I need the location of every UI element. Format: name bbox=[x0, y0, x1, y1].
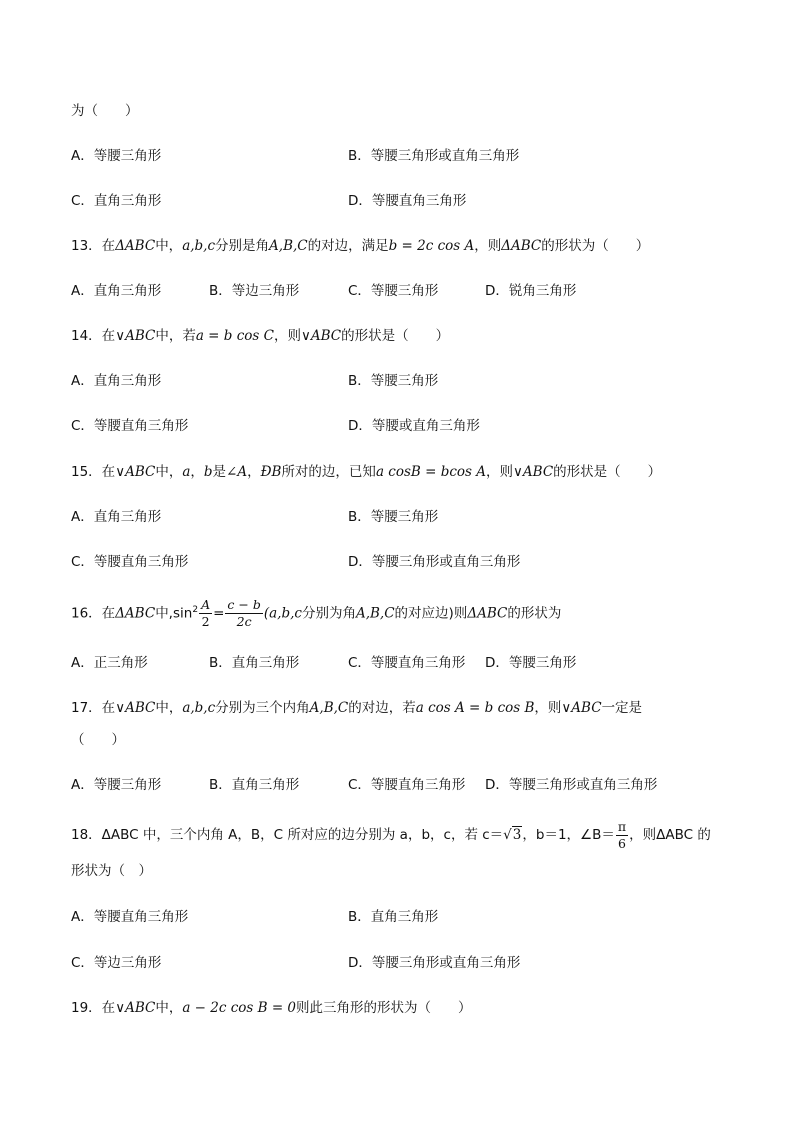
q13-option-d: D．锐角三角形 bbox=[485, 283, 577, 299]
q12-option-b: B．等腰三角形或直角三角形 bbox=[348, 148, 520, 164]
question-13: 13．在ΔABC中，a,b,c分别是角A,B,C的对边，满足b = 2c cos A，则ΔABC的形状为（ ） bbox=[71, 238, 650, 254]
question-19: 19．在∨ABC中，a − 2c cos B = 0则此三角形的形状为（ ） bbox=[71, 1000, 472, 1016]
fraction-c-minus-b-over-2c: $\frac{c - b}{2c}$ bbox=[227, 597, 261, 629]
fraction-pi-over-6: $\frac{\pi}{6}$ bbox=[617, 818, 627, 851]
fraction-a-over-2: $\frac{A}{2}$ bbox=[201, 597, 211, 629]
q17-option-d: D．等腰三角形或直角三角形 bbox=[485, 777, 658, 793]
q18-option-d: D．等腰三角形或直角三角形 bbox=[348, 955, 521, 971]
q16-option-d: D．等腰三角形 bbox=[485, 655, 577, 671]
q17-option-c: C．等腰直角三角形 bbox=[348, 777, 466, 793]
q14-option-a: A．直角三角形 bbox=[71, 373, 162, 389]
q14-option-c: C．等腰直角三角形 bbox=[71, 418, 189, 434]
question-12-tail: 为（ ） bbox=[71, 103, 139, 119]
q17-option-a: A．等腰三角形 bbox=[71, 777, 162, 793]
question-14: 14．在∨ABC中，若a = b cos C，则∨ABC的形状是（ ） bbox=[71, 328, 450, 344]
q17-option-b: B．直角三角形 bbox=[209, 777, 300, 793]
sqrt-3: √3 bbox=[503, 827, 522, 843]
q18-option-c: C．等边三角形 bbox=[71, 955, 162, 971]
q12-option-c: C．直角三角形 bbox=[71, 193, 162, 209]
q16-option-b: B．直角三角形 bbox=[209, 655, 300, 671]
q18-option-b: B．直角三角形 bbox=[348, 909, 439, 925]
q14-option-d: D．等腰或直角三角形 bbox=[348, 418, 480, 434]
question-18-line2: 形状为（ ） bbox=[71, 863, 152, 879]
question-18: 18．ΔABC 中，三个内角 A，B，C 所对应的边分别为 a，b，c，若 c＝√3，b＝1，∠B＝ $\frac{\pi}{6}$ ，则ΔABC 的 bbox=[71, 818, 711, 851]
q12-option-d: D．等腰直角三角形 bbox=[348, 193, 467, 209]
question-17: 17．在∨ABC中，a,b,c分别为三个内角A,B,C的对边，若a cos A = b cos B，则∨ABC一定是 bbox=[71, 700, 643, 716]
q16-option-a: A．正三角形 bbox=[71, 655, 148, 671]
q15-option-d: D．等腰三角形或直角三角形 bbox=[348, 554, 521, 570]
q13-option-b: B．等边三角形 bbox=[209, 283, 300, 299]
q15-option-b: B．等腰三角形 bbox=[348, 509, 439, 525]
q16-option-c: C．等腰直角三角形 bbox=[348, 655, 466, 671]
q18-option-a: A．等腰直角三角形 bbox=[71, 909, 189, 925]
q15-option-a: A．直角三角形 bbox=[71, 509, 162, 525]
q14-option-b: B．等腰三角形 bbox=[348, 373, 439, 389]
question-17-paren: （ ） bbox=[71, 732, 125, 748]
q13-option-c: C．等腰三角形 bbox=[348, 283, 439, 299]
q15-option-c: C．等腰直角三角形 bbox=[71, 554, 189, 570]
question-16: 16．在ΔABC中$,\sin^2$ $\frac{A}{2}$ = $\frac{c - b}{2c}$ (a,b,c分别为角A,B,C的对应边)则ΔABC的形状为 bbox=[71, 597, 562, 629]
q12-option-a: A．等腰三角形 bbox=[71, 148, 162, 164]
q13-option-a: A．直角三角形 bbox=[71, 283, 162, 299]
question-15: 15．在∨ABC中，a，b是∠A，ÐB所对的边，已知a cosB = bcos A，则∨ABC的形状是（ ） bbox=[71, 464, 662, 480]
